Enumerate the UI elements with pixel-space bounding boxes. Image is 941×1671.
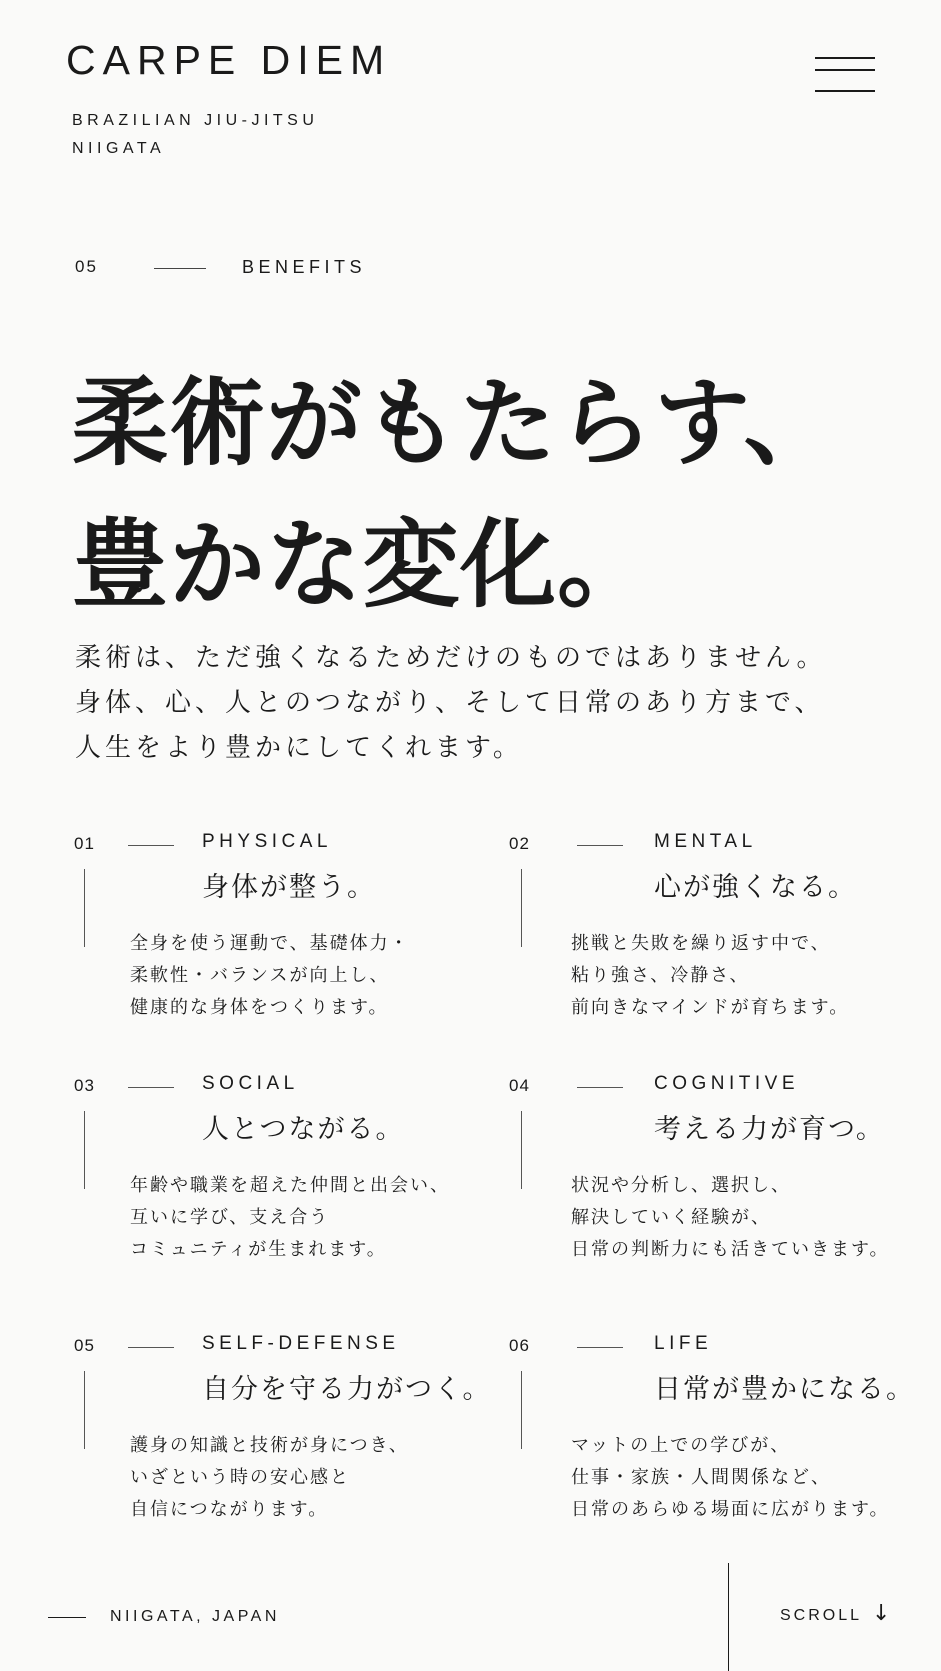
- benefit-category: COGNITIVE: [654, 1073, 800, 1094]
- benefit-title: 考える力が育つ。: [654, 1114, 885, 1145]
- benefit-desc-line: 解決していく経験が、: [571, 1207, 771, 1228]
- benefit-number: 02: [509, 834, 530, 853]
- intro-line: 身体、心、人とのつながり、そして日常のあり方まで、: [75, 688, 825, 718]
- benefit-desc-line: 日常のあらゆる場面に広がります。: [571, 1499, 890, 1520]
- benefit-vertical-line: [84, 869, 85, 947]
- menu-bar: [815, 90, 875, 92]
- benefit-desc-line: 年齢や職業を超えた仲間と出会い、: [130, 1175, 450, 1196]
- section-divider: [154, 268, 206, 269]
- scroll-button[interactable]: [780, 1601, 890, 1626]
- benefit-dash: [577, 845, 623, 846]
- benefit-desc-line: 健康的な身体をつくります。: [130, 997, 389, 1018]
- benefit-category: SELF-DEFENSE: [202, 1333, 400, 1354]
- benefit-dash: [577, 1087, 623, 1088]
- benefit-physical: [74, 831, 494, 1031]
- benefit-dash: [128, 1347, 174, 1348]
- benefit-desc-line: コミュニティが生まれます。: [130, 1239, 387, 1260]
- intro-text: [75, 636, 827, 771]
- benefit-category: SOCIAL: [202, 1073, 299, 1094]
- benefit-desc-line: 前向きなマインドが育ちます。: [571, 997, 850, 1018]
- benefit-social: [74, 1073, 494, 1273]
- intro-line: 人生をより豊かにしてくれます。: [75, 733, 523, 763]
- benefit-vertical-line: [84, 1111, 85, 1189]
- brand-subtitle: [72, 107, 318, 163]
- benefit-desc-line: 護身の知識と技術が身につき、: [130, 1435, 409, 1456]
- benefit-category: PHYSICAL: [202, 831, 332, 852]
- headline-line: 豊かな変化。: [72, 508, 654, 621]
- benefit-dash: [128, 845, 174, 846]
- benefit-category: LIFE: [654, 1333, 713, 1354]
- benefit-desc-line: マットの上での学びが、: [571, 1435, 791, 1456]
- benefit-desc-line: 柔軟性・バランスが向上し、: [130, 965, 390, 986]
- headline-line: 柔術がもたらす、: [72, 366, 841, 479]
- benefit-dash: [577, 1347, 623, 1348]
- brand-title[interactable]: CARPE DIEM: [66, 37, 392, 83]
- benefit-desc-line: 互いに学び、支え合う: [130, 1207, 330, 1228]
- benefit-title: 日常が豊かになる。: [654, 1374, 915, 1405]
- benefit-dash: [128, 1087, 174, 1088]
- scroll-label: SCROLL: [780, 1607, 863, 1624]
- benefit-description: [571, 1170, 890, 1266]
- benefit-desc-line: 自信につながります。: [130, 1499, 329, 1520]
- footer-location: NIIGATA, JAPAN: [110, 1608, 280, 1625]
- benefit-desc-line: 仕事・家族・人間関係など、: [571, 1467, 831, 1488]
- section-label: BENEFITS: [242, 257, 367, 277]
- benefit-self-defense: [74, 1333, 494, 1533]
- benefit-vertical-line: [521, 1371, 522, 1449]
- intro-line: 柔術は、ただ強くなるためだけのものではありません。: [75, 643, 827, 673]
- benefit-title: 自分を守る力がつく。: [202, 1374, 492, 1405]
- benefit-number: 06: [509, 1336, 530, 1355]
- brand-subtitle-line: BRAZILIAN JIU-JITSU: [72, 112, 319, 129]
- benefit-desc-line: 全身を使う運動で、基礎体力・: [130, 933, 410, 954]
- benefit-life: [509, 1333, 929, 1533]
- benefit-desc-line: 粘り強さ、冷静さ、: [571, 965, 750, 986]
- benefit-desc-line: いざという時の安心感と: [130, 1467, 350, 1488]
- footer-divider: [728, 1563, 729, 1671]
- benefit-vertical-line: [521, 869, 522, 947]
- benefit-description: [571, 1430, 890, 1526]
- benefit-description: [130, 1170, 450, 1266]
- menu-bar: [815, 57, 875, 59]
- benefit-number: 04: [509, 1076, 530, 1095]
- footer-dash: [48, 1617, 86, 1618]
- menu-bar: [815, 69, 875, 71]
- benefit-title: 心が強くなる。: [654, 872, 857, 903]
- benefit-number: 05: [74, 1336, 95, 1355]
- benefit-vertical-line: [521, 1111, 522, 1189]
- benefit-desc-line: 日常の判断力にも活きていきます。: [571, 1239, 890, 1260]
- benefit-desc-line: 状況や分析し、選択し、: [571, 1175, 791, 1196]
- benefit-cognitive: [509, 1073, 929, 1273]
- benefit-description: [571, 928, 849, 1024]
- benefit-title: 人とつながる。: [202, 1114, 405, 1145]
- benefit-desc-line: 挑戦と失敗を繰り返す中で、: [571, 933, 831, 954]
- benefit-description: [130, 1430, 409, 1526]
- benefit-description: [130, 928, 410, 1024]
- benefit-number: 03: [74, 1076, 95, 1095]
- benefit-category: MENTAL: [654, 831, 757, 852]
- benefit-vertical-line: [84, 1371, 85, 1449]
- benefit-mental: [509, 831, 929, 1031]
- benefit-number: 01: [74, 834, 95, 853]
- section-number: 05: [75, 257, 98, 276]
- benefit-title: 身体が整う。: [202, 872, 376, 903]
- brand-subtitle-line: NIIGATA: [72, 140, 166, 157]
- headline: [72, 352, 840, 636]
- arrow-down-icon: ↓: [872, 1601, 891, 1626]
- hamburger-menu-icon[interactable]: [815, 57, 875, 93]
